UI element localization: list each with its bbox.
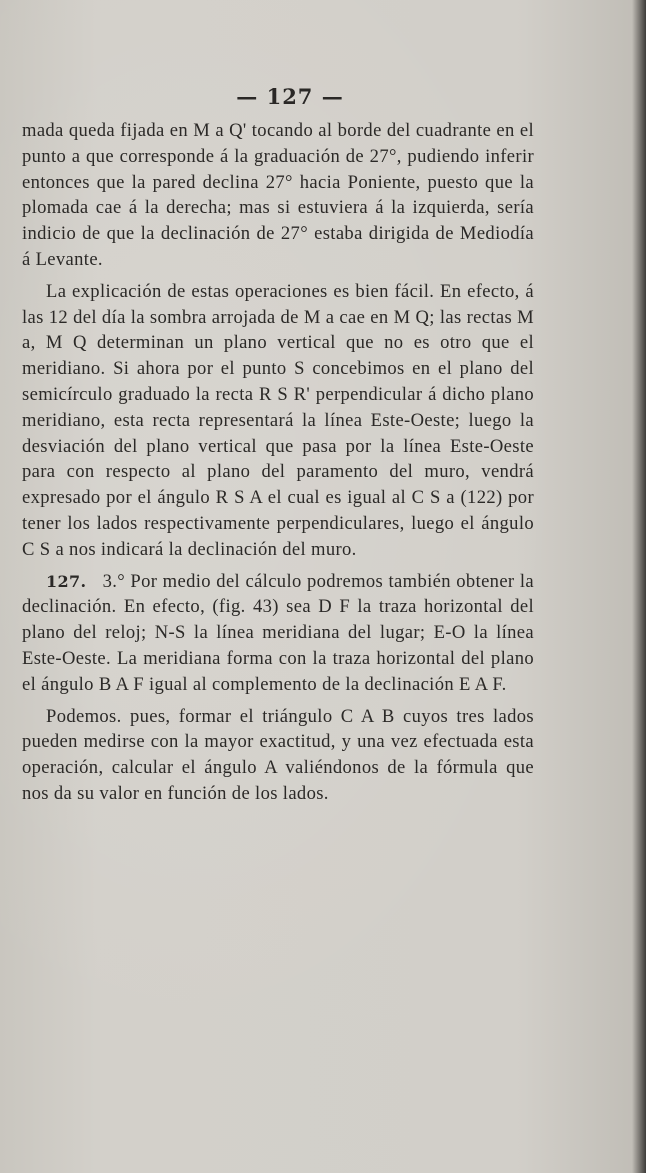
section-number: 127. xyxy=(46,571,87,591)
paragraph-3-text: 3.° Por medio del cálculo podremos también obtener la declinación. En efecto, (fig. 43) sea D F la traza horizontal del plano del reloj; N-S la línea meridiana del lugar; E-O la línea Este-Oeste. La meridiana forma con la traza horizontal del plano el ángulo B A F igual al complemento de la declinación E A F. xyxy=(22,570,534,695)
paragraph-4: Podemos. pues, formar el triángulo C A B cuyos tres lados pueden medirse con la mayor exactitud, y una vez efectuada esta operación, calcular el ángulo A valiéndonos de la fórmula que nos da su valor en función de los lados. xyxy=(22,705,534,804)
paragraph-2: La explicación de estas operaciones es bien fácil. En efecto, á las 12 del día la sombra arrojada de M a cae en M Q; las rectas M a, M Q determinan un plano vertical que no es otro que el meridiano. Si ahora por el punto S concebimos en el plano del semicírculo graduado la recta R S R' perpendicular á dicho plano meridiano, esta recta representará la línea Este-Oeste; luego la desviación del plano vertical que pasa por la línea Este-Oeste para con respecto al plano del paramento del muro, vendrá expresado por el ángulo R S A el cual es igual al C S a (122) por tener los lados respectivamente perpendiculares, luego el ángulo C S a nos indicará la declinación del muro. xyxy=(22,280,534,560)
paragraph-1: mada queda fijada en M a Q' tocando al borde del cuadrante en el punto a que corresponde á la graduación de 27°, pudiendo inferir entonces que la pared declina 27° hacia Poniente, puesto que la plomada cae á la derecha; mas si estuviera á la izquierda, sería indicio de que la declinación de 27° estaba dirigida de Mediodía á Levante. xyxy=(22,120,534,270)
page-number-header: — 127 — xyxy=(236,84,344,109)
paragraph-3 xyxy=(22,569,534,698)
body-text xyxy=(22,118,534,807)
page-edge-shadow xyxy=(632,0,646,1173)
